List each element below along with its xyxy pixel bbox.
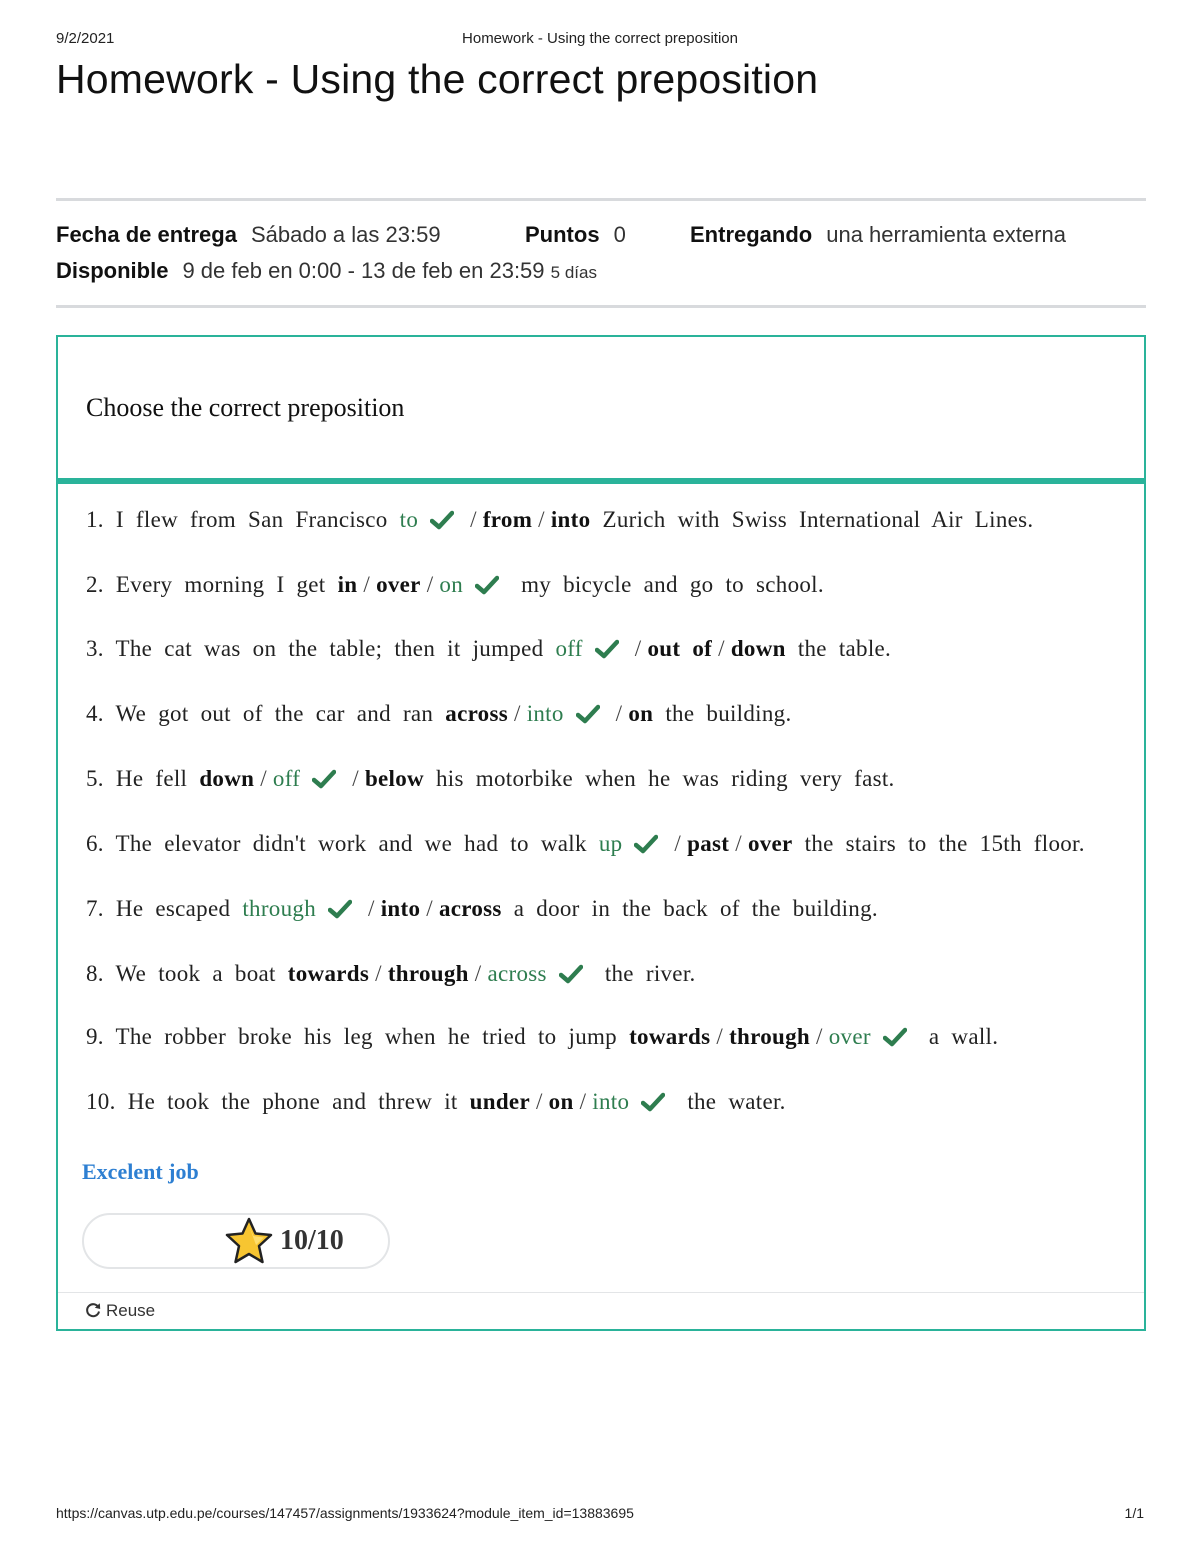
option-separator: / xyxy=(368,896,375,921)
option[interactable]: into xyxy=(550,507,591,532)
question-row xyxy=(86,1024,998,1053)
due-label: Fecha de entrega xyxy=(56,222,237,247)
divider xyxy=(56,305,1146,308)
score-badge xyxy=(82,1213,390,1269)
page-title: Homework - Using the correct preposition xyxy=(56,56,819,102)
due-value: Sábado a las 23:59 xyxy=(250,222,441,247)
activity-frame xyxy=(56,335,1146,1331)
option[interactable]: into xyxy=(380,896,421,921)
question-text-before: He escaped xyxy=(115,896,231,921)
option[interactable]: over xyxy=(376,572,421,597)
option-correct[interactable]: into xyxy=(526,701,564,726)
reuse-button[interactable] xyxy=(84,1301,155,1321)
option-separator: / xyxy=(735,831,742,856)
question-text-after: the table. xyxy=(797,636,892,661)
option[interactable]: past xyxy=(687,831,730,856)
page-number: 1/1 xyxy=(1124,1505,1144,1521)
question-text-before: The elevator didn't work and we had to walk xyxy=(115,831,587,856)
option-separator: / xyxy=(513,701,521,726)
question-text-before: He took the phone and threw it xyxy=(127,1089,458,1114)
print-date: 9/2/2021 xyxy=(56,30,115,47)
question-row xyxy=(86,831,1085,860)
option[interactable]: below xyxy=(364,766,424,791)
score-value: 10/10 xyxy=(280,1225,344,1256)
option-correct[interactable]: to xyxy=(399,507,419,532)
check-icon xyxy=(883,1027,907,1053)
option[interactable]: on xyxy=(548,1089,574,1114)
option[interactable]: out of xyxy=(647,636,713,661)
question-text-after: the building. xyxy=(665,701,792,726)
option-separator: / xyxy=(816,1024,823,1049)
question-text-before: Every morning I get xyxy=(115,572,326,597)
option-separator: / xyxy=(474,961,482,986)
check-icon xyxy=(475,575,499,601)
option[interactable]: through xyxy=(387,961,469,986)
option-correct[interactable]: into xyxy=(592,1089,630,1114)
question-row xyxy=(86,636,891,665)
option[interactable]: in xyxy=(337,572,358,597)
activity-heading: Choose the correct preposition xyxy=(86,393,405,422)
question-text-after: the river. xyxy=(604,961,696,986)
option-correct[interactable]: through xyxy=(242,896,316,921)
question-text-after: the water. xyxy=(687,1089,786,1114)
page-url: https://canvas.utp.edu.pe/courses/147457/assignments/1933624?module_item_id=13883695 xyxy=(56,1505,634,1521)
question-number: 8. xyxy=(86,961,104,986)
question-text-before: The robber broke his leg when he tried to jump xyxy=(115,1024,617,1049)
option-correct[interactable]: over xyxy=(828,1024,871,1049)
question-row xyxy=(86,961,696,990)
option[interactable]: towards xyxy=(287,961,370,986)
option-separator: / xyxy=(579,1089,587,1114)
question-number: 2. xyxy=(86,572,104,597)
available-days: 5 días xyxy=(550,263,597,282)
question-number: 6. xyxy=(86,831,104,856)
option[interactable]: down xyxy=(199,766,255,791)
question-number: 1. xyxy=(86,507,104,532)
option[interactable]: through xyxy=(729,1024,811,1049)
option-separator: / xyxy=(535,1089,543,1114)
check-icon xyxy=(634,834,658,860)
check-icon xyxy=(312,769,336,795)
option[interactable]: on xyxy=(628,701,654,726)
print-footer xyxy=(56,1505,1144,1525)
option-correct[interactable]: up xyxy=(598,831,623,856)
question-text-after: Zurich with Swiss International Air Lines. xyxy=(602,507,1034,532)
question-number: 9. xyxy=(86,1024,104,1049)
submitting-label: Entregando xyxy=(690,222,813,247)
question-row xyxy=(86,1089,786,1118)
question-text-after: the stairs to the 15th floor. xyxy=(804,831,1085,856)
option-separator: / xyxy=(426,896,433,921)
option-separator: / xyxy=(634,636,642,661)
option-separator: / xyxy=(674,831,682,856)
question-row xyxy=(86,766,895,795)
option-separator: / xyxy=(260,766,267,791)
option[interactable]: across xyxy=(445,701,508,726)
available-label: Disponible xyxy=(56,258,169,283)
check-icon xyxy=(576,704,600,730)
question-number: 3. xyxy=(86,636,104,661)
option[interactable]: under xyxy=(469,1089,530,1114)
star-icon xyxy=(224,1217,274,1270)
question-text-before: He fell xyxy=(115,766,188,791)
question-text-after: a door in the back of the building. xyxy=(513,896,878,921)
question-number: 5. xyxy=(86,766,104,791)
divider xyxy=(58,1292,1144,1293)
print-title: Homework - Using the correct preposition xyxy=(462,30,738,47)
question-number: 4. xyxy=(86,701,104,726)
question-number: 10. xyxy=(86,1089,116,1114)
option-correct[interactable]: off xyxy=(272,766,301,791)
option-separator: / xyxy=(352,766,359,791)
points-label: Puntos xyxy=(525,222,600,247)
option-separator: / xyxy=(375,961,382,986)
question-row xyxy=(86,507,1033,536)
check-icon xyxy=(328,899,352,925)
option-separator: / xyxy=(716,1024,724,1049)
question-text-before: We got out of the car and ran xyxy=(115,701,434,726)
question-text-after: his motorbike when he was riding very fast. xyxy=(436,766,895,791)
option-separator: / xyxy=(718,636,725,661)
option[interactable]: towards xyxy=(629,1024,711,1049)
check-icon xyxy=(559,964,583,990)
check-icon xyxy=(430,510,454,536)
check-icon xyxy=(641,1092,665,1118)
available-value: 9 de feb en 0:00 - 13 de feb en 23:59 xyxy=(182,258,545,283)
question-row xyxy=(86,701,792,730)
question-text-after: a wall. xyxy=(928,1024,999,1049)
question-text-before: The cat was on the table; then it jumped xyxy=(115,636,544,661)
question-text-before: I flew from San Francisco xyxy=(115,507,388,532)
option-separator: / xyxy=(470,507,477,532)
option-correct[interactable]: off xyxy=(555,636,583,661)
option-separator: / xyxy=(538,507,545,532)
option-correct[interactable]: across xyxy=(487,961,547,986)
divider xyxy=(56,198,1146,201)
question-row xyxy=(86,572,824,601)
submitting-value: una herramienta externa xyxy=(826,222,1066,247)
option[interactable]: from xyxy=(482,507,533,532)
accent-bar xyxy=(58,478,1144,484)
option-correct[interactable]: on xyxy=(439,572,463,597)
option-separator: / xyxy=(363,572,371,597)
option[interactable]: across xyxy=(438,896,502,921)
points-value: 0 xyxy=(613,222,626,247)
reuse-label: Reuse xyxy=(106,1301,156,1320)
refresh-icon xyxy=(84,1301,102,1319)
feedback-text: Excelent job xyxy=(82,1159,199,1184)
question-text-before: We took a boat xyxy=(115,961,276,986)
question-row xyxy=(86,896,878,925)
option[interactable]: down xyxy=(730,636,786,661)
option-separator: / xyxy=(615,701,623,726)
option[interactable]: over xyxy=(747,831,793,856)
option-separator: / xyxy=(426,572,434,597)
check-icon xyxy=(595,639,619,665)
question-number: 7. xyxy=(86,896,104,921)
print-header xyxy=(56,30,1144,50)
question-text-after: my bicycle and go to school. xyxy=(521,572,824,597)
